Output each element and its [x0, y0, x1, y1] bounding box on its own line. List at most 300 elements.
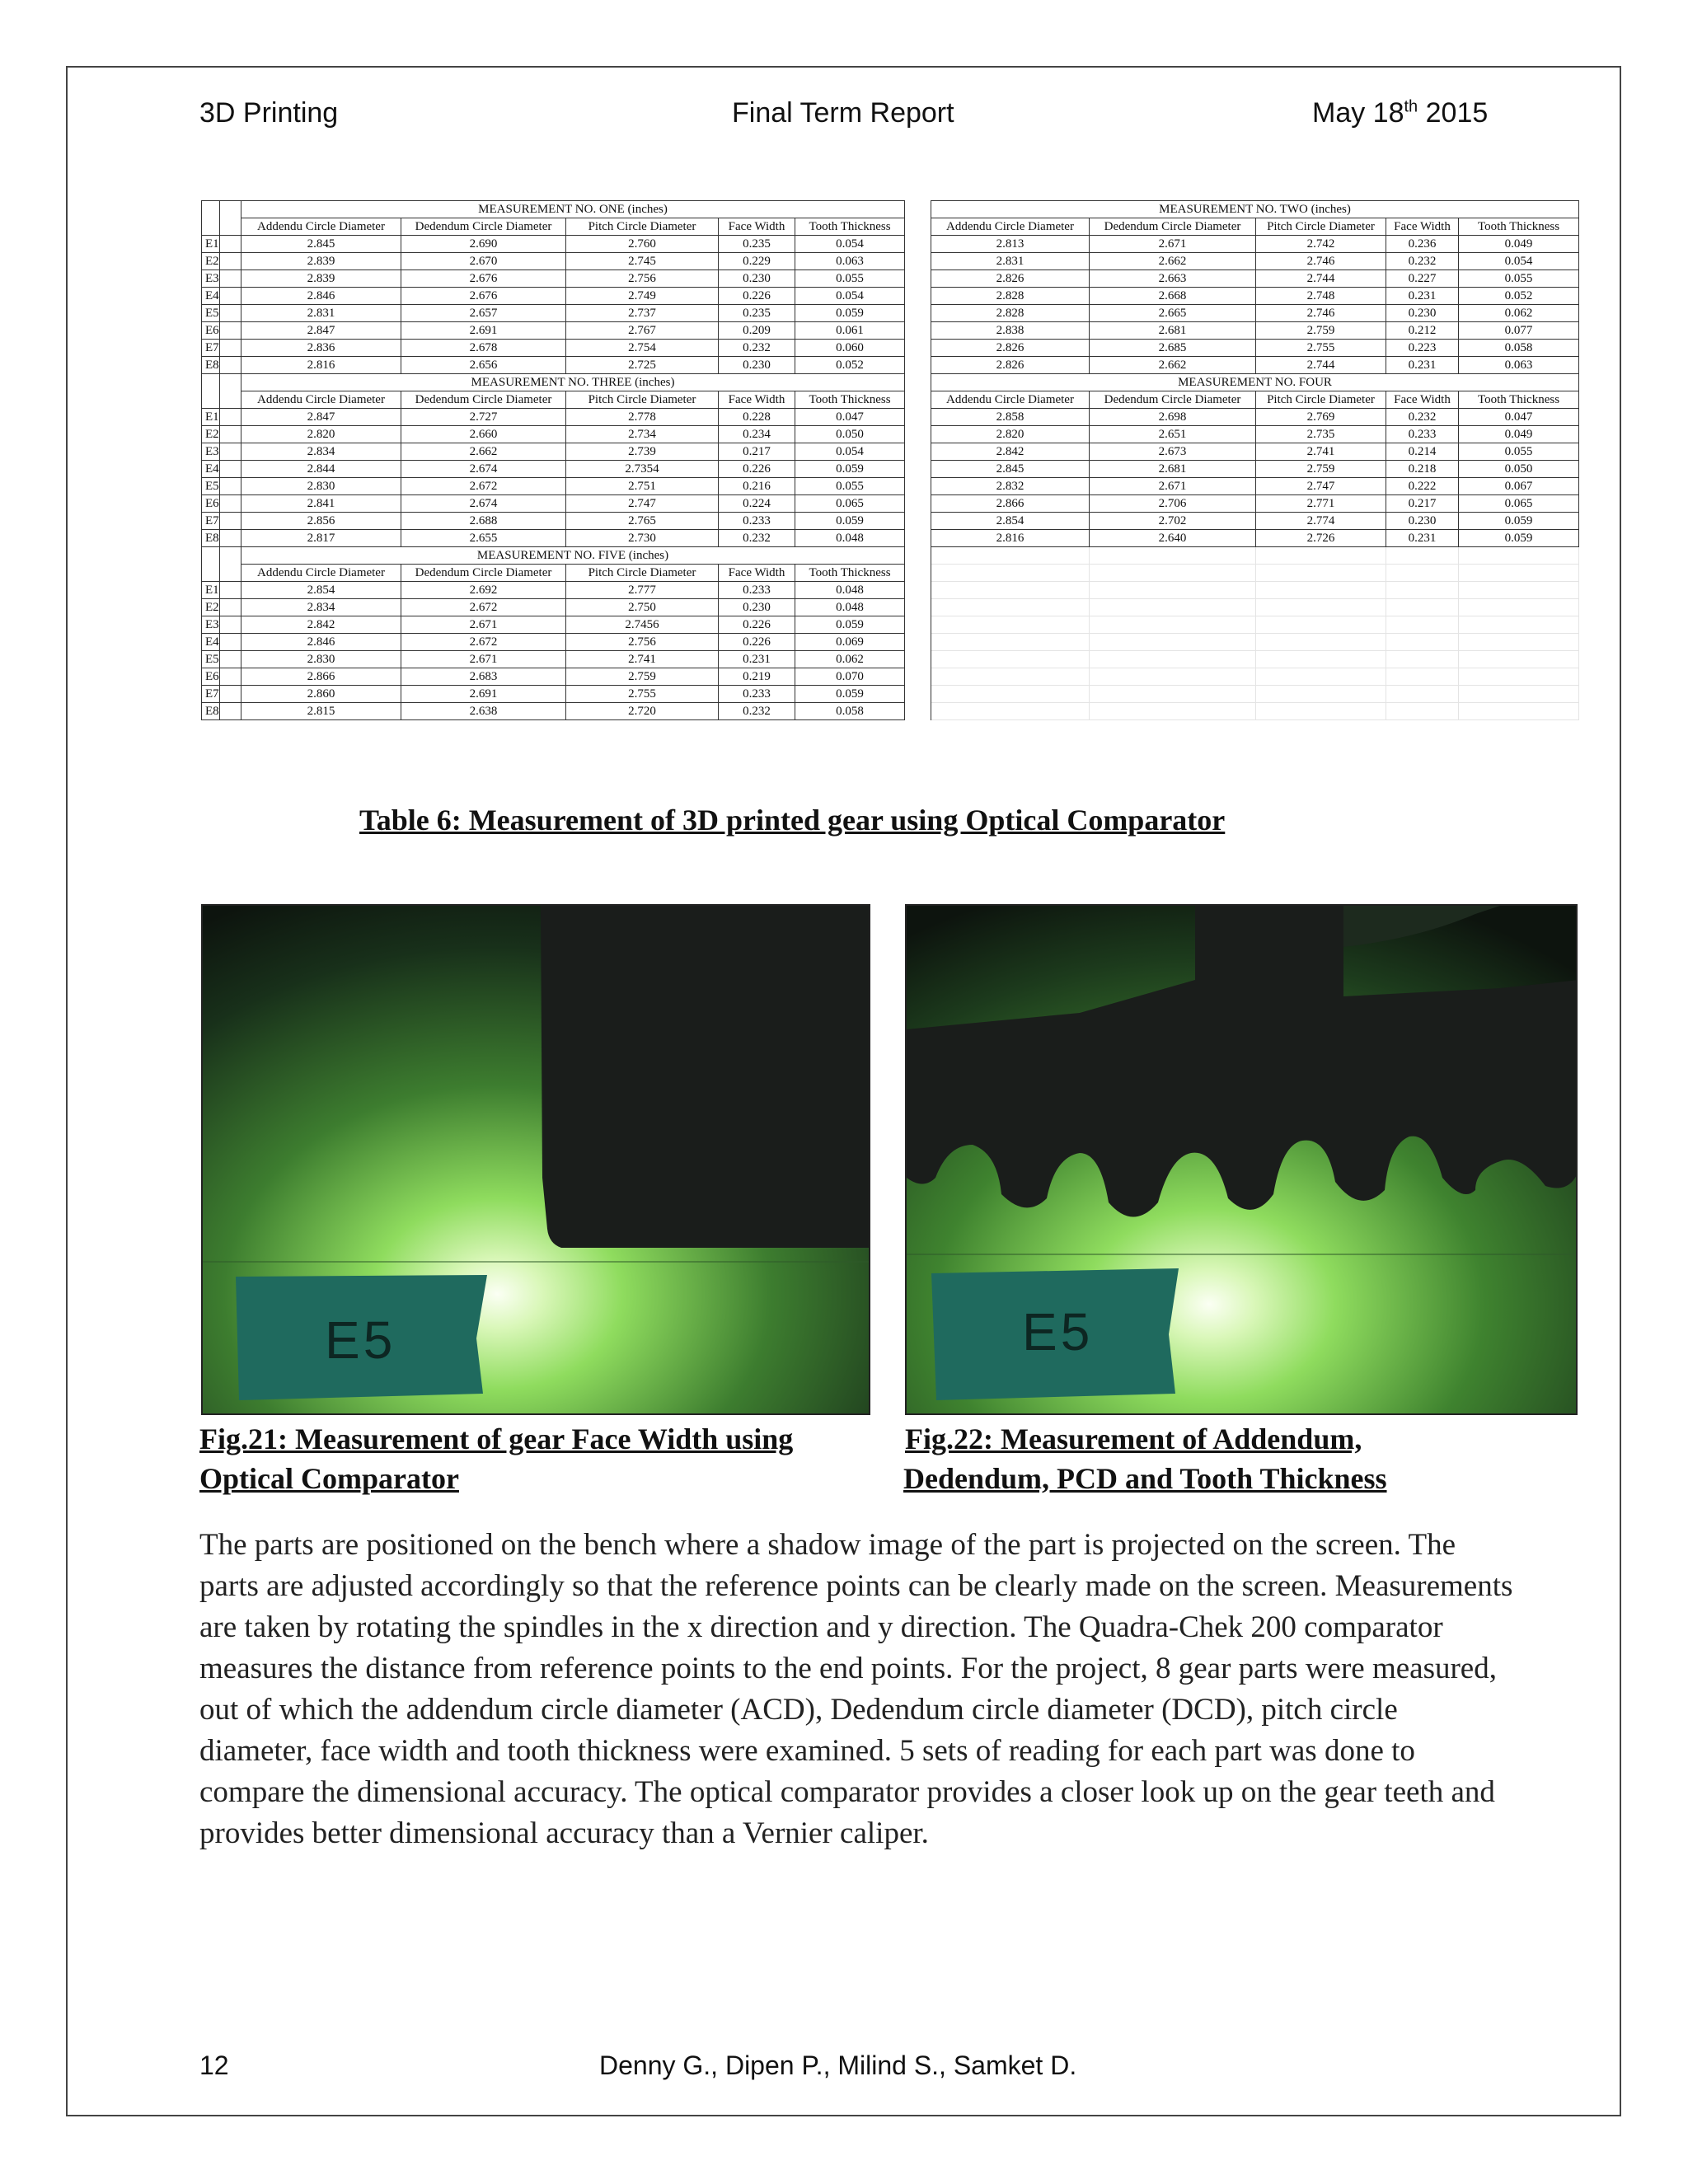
value-cell: 2.817 [241, 530, 401, 547]
table-gap-cell [905, 478, 931, 495]
value-cell: 0.232 [719, 530, 795, 547]
table-row [202, 288, 1579, 305]
column-header: Face Width [719, 218, 795, 236]
value-cell: 2.640 [1090, 530, 1256, 547]
table-corner-cell [202, 374, 220, 409]
value-cell: 0.227 [1386, 270, 1459, 288]
column-header: Pitch Circle Diameter [566, 391, 719, 409]
value-cell: 2.755 [1256, 340, 1386, 357]
column-header: Dedendum Circle Diameter [401, 565, 566, 582]
column-header: Face Width [1386, 218, 1459, 236]
value-cell: 0.228 [719, 409, 795, 426]
blank-cell [1090, 582, 1256, 599]
column-header: Tooth Thickness [795, 565, 905, 582]
value-cell: 0.217 [1386, 495, 1459, 513]
value-cell: 2.816 [931, 530, 1090, 547]
table-row [202, 703, 1579, 720]
value-cell: 0.232 [719, 340, 795, 357]
value-cell: 0.236 [1386, 236, 1459, 253]
value-cell: 2.657 [401, 305, 566, 322]
row-spacer-cell [220, 616, 241, 634]
row-spacer-cell [220, 340, 241, 357]
blank-cell [1459, 703, 1579, 720]
value-cell: 2.726 [1256, 530, 1386, 547]
table-gap-cell [905, 322, 931, 340]
value-cell: 2.832 [931, 478, 1090, 495]
row-label: E6 [202, 322, 220, 340]
value-cell: 2.671 [401, 616, 566, 634]
column-header: Face Width [719, 391, 795, 409]
table-row [202, 495, 1579, 513]
value-cell: 2.755 [566, 686, 719, 703]
value-cell: 2.741 [566, 651, 719, 668]
value-cell: 2.737 [566, 305, 719, 322]
blank-cell [1090, 616, 1256, 634]
blank-cell [1090, 565, 1256, 582]
value-cell: 2.777 [566, 582, 719, 599]
table-row [202, 409, 1579, 426]
value-cell: 0.235 [719, 305, 795, 322]
blank-cell [1256, 547, 1386, 565]
value-cell: 0.231 [1386, 357, 1459, 374]
table-gap-cell [905, 288, 931, 305]
value-cell: 0.232 [719, 703, 795, 720]
value-cell: 2.638 [401, 703, 566, 720]
value-cell: 2.670 [401, 253, 566, 270]
value-cell: 0.226 [719, 461, 795, 478]
value-cell: 0.054 [795, 236, 905, 253]
value-cell: 2.671 [1090, 236, 1256, 253]
table-row [202, 686, 1579, 703]
value-cell: 2.771 [1256, 495, 1386, 513]
column-header: Tooth Thickness [1459, 391, 1579, 409]
value-cell: 0.217 [719, 443, 795, 461]
row-label: E5 [202, 651, 220, 668]
value-cell: 2.759 [566, 668, 719, 686]
value-cell: 0.232 [1386, 253, 1459, 270]
blank-cell [931, 582, 1090, 599]
value-cell: 2.7456 [566, 616, 719, 634]
fig22-image [905, 904, 1578, 1415]
value-cell: 2.847 [241, 409, 401, 426]
table-corner-cell [220, 547, 241, 582]
value-cell: 0.055 [1459, 270, 1579, 288]
fig22-label: E5 [1022, 1302, 1094, 1361]
table-title-row [202, 547, 1579, 565]
value-cell: 0.059 [1459, 530, 1579, 547]
row-spacer-cell [220, 478, 241, 495]
value-cell: 2.747 [566, 495, 719, 513]
column-header: Pitch Circle Diameter [1256, 218, 1386, 236]
measurement-title: MEASUREMENT NO. FIVE (inches) [241, 547, 905, 565]
row-spacer-cell [220, 305, 241, 322]
blank-cell [1459, 651, 1579, 668]
value-cell: 2.846 [241, 634, 401, 651]
value-cell: 0.233 [719, 513, 795, 530]
row-label: E3 [202, 270, 220, 288]
value-cell: 0.049 [1459, 236, 1579, 253]
value-cell: 2.685 [1090, 340, 1256, 357]
value-cell: 2.735 [1256, 426, 1386, 443]
value-cell: 2.815 [241, 703, 401, 720]
value-cell: 2.828 [931, 288, 1090, 305]
value-cell: 2.751 [566, 478, 719, 495]
table-gap-cell [905, 305, 931, 322]
value-cell: 2.672 [401, 599, 566, 616]
table-gap-cell [905, 634, 931, 651]
table-row [202, 270, 1579, 288]
blank-cell [1256, 616, 1386, 634]
value-cell: 2.860 [241, 686, 401, 703]
value-cell: 2.662 [1090, 253, 1256, 270]
table-gap-cell [905, 599, 931, 616]
table-gap-cell [905, 651, 931, 668]
table-gap-cell [905, 530, 931, 547]
blank-cell [1386, 565, 1459, 582]
value-cell: 2.676 [401, 270, 566, 288]
value-cell: 0.065 [1459, 495, 1579, 513]
value-cell: 0.230 [719, 599, 795, 616]
value-cell: 2.746 [1256, 253, 1386, 270]
value-cell: 0.052 [795, 357, 905, 374]
blank-cell [1459, 668, 1579, 686]
value-cell: 2.844 [241, 461, 401, 478]
value-cell: 2.7354 [566, 461, 719, 478]
value-cell: 2.727 [401, 409, 566, 426]
table-row [202, 461, 1579, 478]
table-row [202, 668, 1579, 686]
value-cell: 2.842 [241, 616, 401, 634]
value-cell: 2.739 [566, 443, 719, 461]
table-header-row [202, 565, 1579, 582]
value-cell: 0.234 [719, 426, 795, 443]
table-gap-cell [905, 461, 931, 478]
blank-cell [1386, 616, 1459, 634]
blank-cell [1090, 668, 1256, 686]
header-date: May 18th 2015 [1312, 97, 1489, 129]
header-center: Final Term Report [732, 97, 954, 129]
column-header: Dedendum Circle Diameter [401, 218, 566, 236]
value-cell: 0.059 [795, 461, 905, 478]
blank-cell [1256, 599, 1386, 616]
value-cell: 0.059 [795, 686, 905, 703]
row-spacer-cell [220, 461, 241, 478]
blank-cell [931, 651, 1090, 668]
value-cell: 2.690 [401, 236, 566, 253]
value-cell: 2.854 [241, 582, 401, 599]
value-cell: 2.836 [241, 340, 401, 357]
value-cell: 2.866 [931, 495, 1090, 513]
measurement-title: MEASUREMENT NO. THREE (inches) [241, 374, 905, 391]
value-cell: 2.846 [241, 288, 401, 305]
value-cell: 2.678 [401, 340, 566, 357]
row-spacer-cell [220, 288, 241, 305]
value-cell: 0.047 [795, 409, 905, 426]
row-spacer-cell [220, 686, 241, 703]
value-cell: 0.231 [1386, 530, 1459, 547]
value-cell: 2.839 [241, 270, 401, 288]
value-cell: 2.683 [401, 668, 566, 686]
blank-cell [931, 547, 1090, 565]
table-title-row [202, 374, 1579, 391]
blank-cell [1090, 686, 1256, 703]
row-spacer-cell [220, 651, 241, 668]
fig22-caption-line2: Dedendum, PCD and Tooth Thickness [903, 1462, 1387, 1495]
value-cell: 2.749 [566, 288, 719, 305]
blank-cell [1256, 582, 1386, 599]
value-cell: 0.230 [719, 357, 795, 374]
row-spacer-cell [220, 270, 241, 288]
row-spacer-cell [220, 443, 241, 461]
value-cell: 2.672 [401, 634, 566, 651]
value-cell: 2.698 [1090, 409, 1256, 426]
blank-cell [1386, 547, 1459, 565]
blank-cell [1459, 565, 1579, 582]
table-caption: Table 6: Measurement of 3D printed gear using Optical Comparator [359, 804, 1226, 837]
blank-cell [1090, 703, 1256, 720]
value-cell: 2.826 [931, 340, 1090, 357]
table-row [202, 634, 1579, 651]
value-cell: 2.681 [1090, 461, 1256, 478]
table-gap-cell [905, 582, 931, 599]
table-row [202, 305, 1579, 322]
value-cell: 2.725 [566, 357, 719, 374]
value-cell: 2.676 [401, 288, 566, 305]
value-cell: 0.229 [719, 253, 795, 270]
value-cell: 0.212 [1386, 322, 1459, 340]
value-cell: 0.061 [795, 322, 905, 340]
fig21-caption-line1: Fig.21: Measurement of gear Face Width using [199, 1422, 794, 1455]
table-row [202, 426, 1579, 443]
value-cell: 0.054 [1459, 253, 1579, 270]
value-cell: 0.230 [1386, 305, 1459, 322]
table-row [202, 599, 1579, 616]
value-cell: 0.232 [1386, 409, 1459, 426]
value-cell: 2.845 [241, 236, 401, 253]
blank-cell [1386, 651, 1459, 668]
value-cell: 0.235 [719, 236, 795, 253]
value-cell: 2.820 [931, 426, 1090, 443]
blank-cell [1256, 565, 1386, 582]
value-cell: 0.077 [1459, 322, 1579, 340]
table-gap-cell [905, 409, 931, 426]
value-cell: 0.058 [1459, 340, 1579, 357]
footer-authors: Denny G., Dipen P., Milind S., Samket D. [599, 2050, 1077, 2080]
value-cell: 2.845 [931, 461, 1090, 478]
row-spacer-cell [220, 703, 241, 720]
table-gap-cell [905, 443, 931, 461]
table-gap-cell [905, 253, 931, 270]
value-cell: 2.671 [401, 651, 566, 668]
table-gap-cell [905, 616, 931, 634]
value-cell: 2.672 [401, 478, 566, 495]
value-cell: 2.826 [931, 357, 1090, 374]
value-cell: 2.692 [401, 582, 566, 599]
page-number: 12 [199, 2050, 229, 2080]
row-label: E1 [202, 236, 220, 253]
value-cell: 0.047 [1459, 409, 1579, 426]
table-corner-cell [220, 201, 241, 236]
value-cell: 2.746 [1256, 305, 1386, 322]
fig21-caption [199, 1419, 793, 1498]
value-cell: 2.759 [1256, 322, 1386, 340]
blank-cell [1386, 703, 1459, 720]
row-label: E7 [202, 513, 220, 530]
value-cell: 0.233 [1386, 426, 1459, 443]
row-label: E4 [202, 461, 220, 478]
table-row [202, 513, 1579, 530]
value-cell: 0.050 [1459, 461, 1579, 478]
blank-cell [931, 565, 1090, 582]
column-header: Tooth Thickness [795, 218, 905, 236]
row-label: E4 [202, 288, 220, 305]
column-header: Addendu Circle Diameter [931, 218, 1090, 236]
table-row [202, 236, 1579, 253]
value-cell: 2.668 [1090, 288, 1256, 305]
value-cell: 0.054 [795, 443, 905, 461]
blank-cell [1459, 547, 1579, 565]
table-row [202, 616, 1579, 634]
fig21-image [201, 904, 870, 1415]
value-cell: 0.048 [795, 582, 905, 599]
table-row [202, 340, 1579, 357]
value-cell: 2.866 [241, 668, 401, 686]
value-cell: 0.218 [1386, 461, 1459, 478]
row-label: E6 [202, 495, 220, 513]
value-cell: 0.062 [795, 651, 905, 668]
value-cell: 2.744 [1256, 357, 1386, 374]
table-corner-cell [202, 201, 220, 236]
column-header: Dedendum Circle Diameter [1090, 218, 1256, 236]
table-gap-cell [905, 495, 931, 513]
measurement-title: MEASUREMENT NO. FOUR [931, 374, 1579, 391]
value-cell: 2.706 [1090, 495, 1256, 513]
table-row [202, 530, 1579, 547]
row-spacer-cell [220, 513, 241, 530]
value-cell: 0.216 [719, 478, 795, 495]
value-cell: 0.231 [1386, 288, 1459, 305]
row-label: E7 [202, 686, 220, 703]
value-cell: 0.059 [1459, 513, 1579, 530]
row-spacer-cell [220, 253, 241, 270]
measurement-title: MEASUREMENT NO. ONE (inches) [241, 201, 905, 218]
table-gap-cell [905, 357, 931, 374]
value-cell: 2.688 [401, 513, 566, 530]
value-cell: 2.750 [566, 599, 719, 616]
value-cell: 2.720 [566, 703, 719, 720]
value-cell: 2.854 [931, 513, 1090, 530]
blank-cell [1386, 668, 1459, 686]
row-label: E2 [202, 253, 220, 270]
value-cell: 2.841 [241, 495, 401, 513]
table-row [202, 357, 1579, 374]
table-gap-cell [905, 686, 931, 703]
row-spacer-cell [220, 357, 241, 374]
value-cell: 2.691 [401, 686, 566, 703]
blank-cell [931, 703, 1090, 720]
blank-cell [1090, 634, 1256, 651]
blank-cell [1459, 634, 1579, 651]
value-cell: 2.674 [401, 495, 566, 513]
table-gap-cell [905, 201, 931, 236]
blank-cell [931, 616, 1090, 634]
row-spacer-cell [220, 582, 241, 599]
row-label: E3 [202, 443, 220, 461]
value-cell: 0.067 [1459, 478, 1579, 495]
row-spacer-cell [220, 409, 241, 426]
blank-cell [1386, 599, 1459, 616]
blank-cell [1256, 651, 1386, 668]
table-header-row [202, 218, 1579, 236]
blank-cell [931, 634, 1090, 651]
row-label: E1 [202, 409, 220, 426]
table-gap-cell [905, 426, 931, 443]
value-cell: 0.230 [1386, 513, 1459, 530]
column-header: Dedendum Circle Diameter [1090, 391, 1256, 409]
value-cell: 2.834 [241, 443, 401, 461]
value-cell: 2.839 [241, 253, 401, 270]
value-cell: 2.765 [566, 513, 719, 530]
value-cell: 2.767 [566, 322, 719, 340]
row-label: E7 [202, 340, 220, 357]
value-cell: 0.233 [719, 582, 795, 599]
fig21-caption-line2: Optical Comparator [199, 1462, 459, 1495]
value-cell: 2.830 [241, 651, 401, 668]
value-cell: 2.662 [401, 443, 566, 461]
value-cell: 0.226 [719, 634, 795, 651]
value-cell: 2.754 [566, 340, 719, 357]
value-cell: 2.778 [566, 409, 719, 426]
value-cell: 2.774 [1256, 513, 1386, 530]
column-header: Pitch Circle Diameter [566, 218, 719, 236]
value-cell: 0.054 [795, 288, 905, 305]
value-cell: 2.744 [1256, 270, 1386, 288]
value-cell: 2.651 [1090, 426, 1256, 443]
value-cell: 0.049 [1459, 426, 1579, 443]
value-cell: 2.742 [1256, 236, 1386, 253]
table-row [202, 443, 1579, 461]
value-cell: 2.826 [931, 270, 1090, 288]
table-gap-cell [905, 703, 931, 720]
value-cell: 0.060 [795, 340, 905, 357]
measurement-table [201, 200, 1579, 720]
row-spacer-cell [220, 236, 241, 253]
row-label: E8 [202, 530, 220, 547]
value-cell: 2.730 [566, 530, 719, 547]
value-cell: 2.734 [566, 426, 719, 443]
value-cell: 2.656 [401, 357, 566, 374]
row-spacer-cell [220, 322, 241, 340]
table-gap-cell [905, 340, 931, 357]
value-cell: 0.055 [795, 478, 905, 495]
value-cell: 2.831 [241, 305, 401, 322]
value-cell: 0.224 [719, 495, 795, 513]
blank-cell [1459, 616, 1579, 634]
value-cell: 2.820 [241, 426, 401, 443]
row-spacer-cell [220, 530, 241, 547]
value-cell: 0.209 [719, 322, 795, 340]
value-cell: 0.231 [719, 651, 795, 668]
value-cell: 0.219 [719, 668, 795, 686]
value-cell: 2.842 [931, 443, 1090, 461]
row-label: E8 [202, 703, 220, 720]
table-gap-cell [905, 547, 931, 582]
value-cell: 2.662 [1090, 357, 1256, 374]
value-cell: 2.756 [566, 634, 719, 651]
blank-cell [1459, 686, 1579, 703]
value-cell: 2.858 [931, 409, 1090, 426]
row-spacer-cell [220, 426, 241, 443]
